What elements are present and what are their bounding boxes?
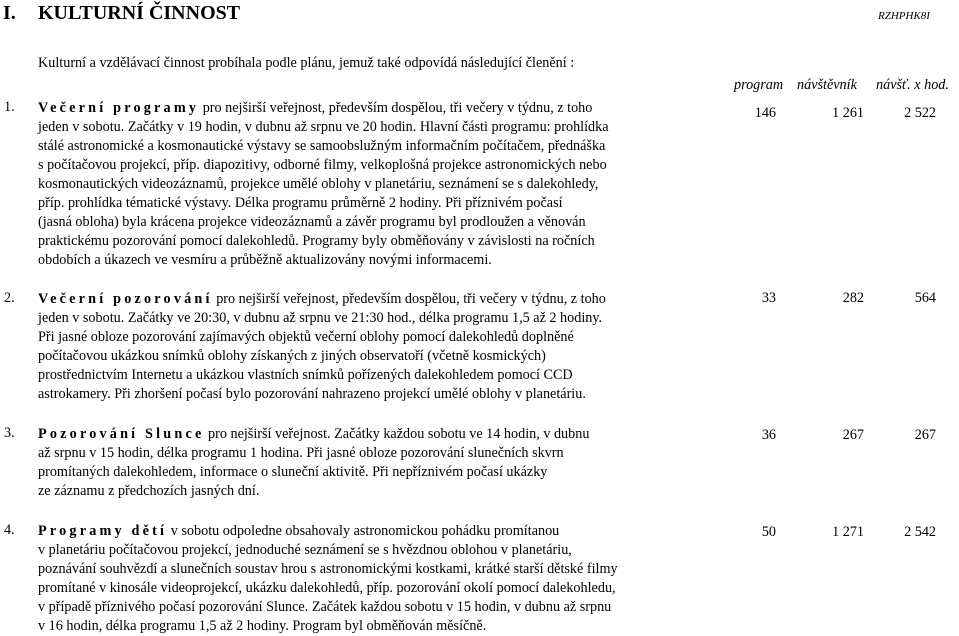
item-line-rest: pro nejširší veřejnost, především dospělou, tři večery v týdnu, z toho — [212, 291, 606, 307]
item-line: v případě příznivého počasí pozorování Slunce. Začátek každou sobotu v 15 hodin, v dubnu až srpnu — [38, 599, 612, 615]
program-count: 33 — [761, 290, 776, 306]
item-keyword: Pozorování Slunce — [38, 426, 205, 442]
visit-hours-count: 2 542 — [904, 524, 936, 540]
item-line — [38, 425, 589, 444]
column-header-program: program — [734, 77, 784, 93]
item-line: astrokamery. Při zhoršení počasí bylo pozorování nahrazeno projekcí umělé oblohy v planetáriu. — [38, 386, 586, 402]
item-line: Při jasné obloze pozorování zajímavých objektů večerní oblohy pomocí dalekohledů doplněné — [38, 329, 574, 345]
item-number: 1. — [4, 99, 15, 115]
item-text — [38, 99, 609, 270]
visit-hours-count: 267 — [914, 427, 936, 443]
item-keyword: Večerní pozorování — [38, 291, 213, 307]
column-header-visitors: návštěvník — [797, 77, 857, 93]
item-number: 2. — [4, 290, 15, 306]
item-line: kosmonautických videozáznamů, projekce umělé oblohy v planetáriu, seznámení se s dalekohledy, — [38, 176, 599, 192]
visitor-count: 267 — [842, 427, 864, 443]
program-count: 146 — [754, 105, 776, 121]
section-number: I. — [3, 2, 16, 24]
item-line: promítané v kinosále videoprojekcí, ukázku dalekohledů, příp. pozorování okolí pomocí dalekohledu, — [38, 580, 616, 596]
section-title: KULTURNÍ ČINNOST — [38, 2, 241, 24]
item-line: s počítačovou projekcí, příp. diapozitivy, odborné filmy, velkoplošná projekce astronomických nebo — [38, 157, 607, 173]
visitor-count: 1 261 — [832, 105, 864, 121]
program-count: 36 — [761, 427, 776, 443]
item-line: stálé astronomické a kosmonautické výstavy se samoobslužným informačním počítačem, přednáška — [38, 138, 606, 154]
item-text — [38, 522, 618, 636]
item-line: praktickému pozorování pomocí dalekohledů. Programy byly obměňovány v závislosti na ročních — [38, 233, 595, 249]
program-count: 50 — [761, 524, 776, 540]
item-line-rest: pro nejširší veřejnost. Začátky každou sobotu ve 14 hodin, v dubnu — [204, 426, 590, 442]
item-line: ze záznamu z předchozích jasných dní. — [38, 483, 260, 499]
item-line: v 16 hodin, délka programu 1,5 až 2 hodiny. Program byl obměňován měsíčně. — [38, 618, 487, 634]
item-keyword: Programy dětí — [38, 523, 168, 539]
item-line: až srpnu v 15 hodin, délka programu 1 hodina. Při jasné obloze pozorování slunečních skvrn — [38, 445, 564, 461]
visitor-count: 1 271 — [832, 524, 864, 540]
item-line — [38, 522, 618, 541]
item-line-rest: pro nejširší veřejnost, především dospělou, tři večery v týdnu, z toho — [199, 100, 593, 116]
visit-hours-count: 564 — [914, 290, 936, 306]
item-line: poznávání souhvězdí a slunečních soustav hrou s astronomickými kostkami, krátké starší dětské filmy — [38, 561, 618, 577]
visitor-count: 282 — [842, 290, 864, 306]
item-text — [38, 290, 606, 404]
item-number: 3. — [4, 425, 15, 441]
item-number: 4. — [4, 522, 15, 538]
column-header-visit-hours: návšť. x hod. — [876, 77, 949, 93]
item-line — [38, 290, 606, 309]
item-line: příp. prohlídka tématické výstavy. Délka programu průměrně 2 hodiny. Při příznivém počasí — [38, 195, 563, 211]
visit-hours-count: 2 522 — [904, 105, 936, 121]
item-line: v planetáriu počítačovou projekcí, jednoduché seznámení se s hvězdnou oblohou v planetáriu, — [38, 542, 572, 558]
item-line: počítačovou ukázkou snímků oblohy získaných z jiných observatoří (včetně kosmických) — [38, 348, 546, 364]
item-line: promítaných dalekohledem, informace o sluneční aktivitě. Při nepříznivém počasí ukázky — [38, 464, 548, 480]
item-text — [38, 425, 589, 501]
document-code: RZHPHK8I — [878, 10, 930, 22]
item-line: prostřednictvím Internetu a ukázkou vlastních snímků pořízených dalekohledem pomocí CCD — [38, 367, 573, 383]
item-line: jeden v sobotu. Začátky ve 20:30, v dubnu až srpnu ve 21:30 hod., délka programu 1,5 až 2 hodiny. — [38, 310, 603, 326]
item-line — [38, 99, 609, 118]
item-line: (jasná obloha) byla krácena projekce videozáznamů a závěr programu byl prodloužen a věnován — [38, 214, 586, 230]
intro-text: Kulturní a vzdělávací činnost probíhala podle plánu, jemuž také odpovídá následující členění : — [38, 55, 575, 71]
item-line-rest: v sobotu odpoledne obsahovaly astronomickou pohádku promítanou — [167, 523, 560, 539]
item-keyword: Večerní programy — [38, 100, 200, 116]
item-line: obdobích a úkazech ve vesmíru a průběžně aktualizovány novými informacemi. — [38, 252, 492, 268]
item-line: jeden v sobotu. Začátky v 19 hodin, v dubnu až srpnu ve 20 hodin. Hlavní části programu: prohlídka — [38, 119, 609, 135]
